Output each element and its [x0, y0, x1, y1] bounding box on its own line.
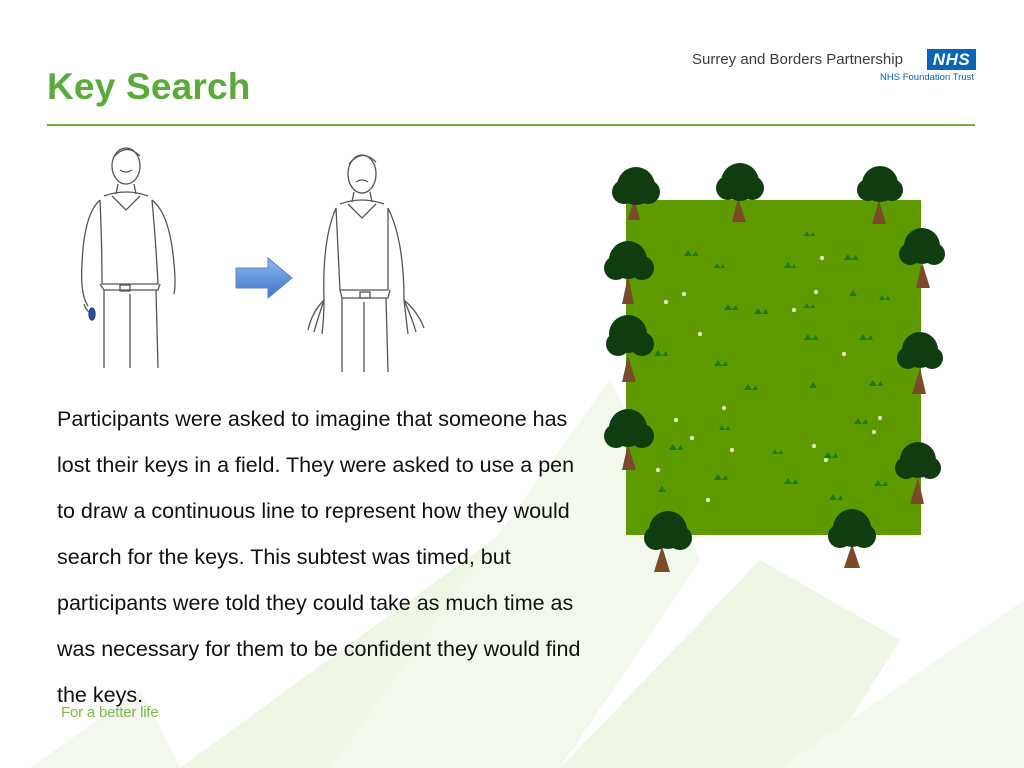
- man-holding-keys-illustration: [70, 144, 190, 368]
- nhs-mark: NHS: [927, 49, 976, 70]
- field-with-trees-illustration: [604, 158, 954, 576]
- slide-title: Key Search: [47, 66, 251, 107]
- body-paragraph: Participants were asked to imagine that someone has lost their keys in a field. They were asked to use a pen to draw a continuous line to represent how they would search for the keys. This subtest was timed, but participants were told they could take as much time as was necessary for them to be confident they would find the keys.: [57, 407, 581, 707]
- title-divider: [47, 124, 975, 126]
- nhs-logo: [692, 48, 982, 88]
- organisation-name: Surrey and Borders Partnership: [692, 51, 903, 68]
- footer-tagline: For a better life: [61, 704, 159, 721]
- trust-name: NHS Foundation Trust: [880, 72, 974, 83]
- keys-icon: [89, 308, 95, 320]
- right-arrow-icon: [234, 256, 294, 300]
- man-empty-hands-illustration: [300, 150, 444, 372]
